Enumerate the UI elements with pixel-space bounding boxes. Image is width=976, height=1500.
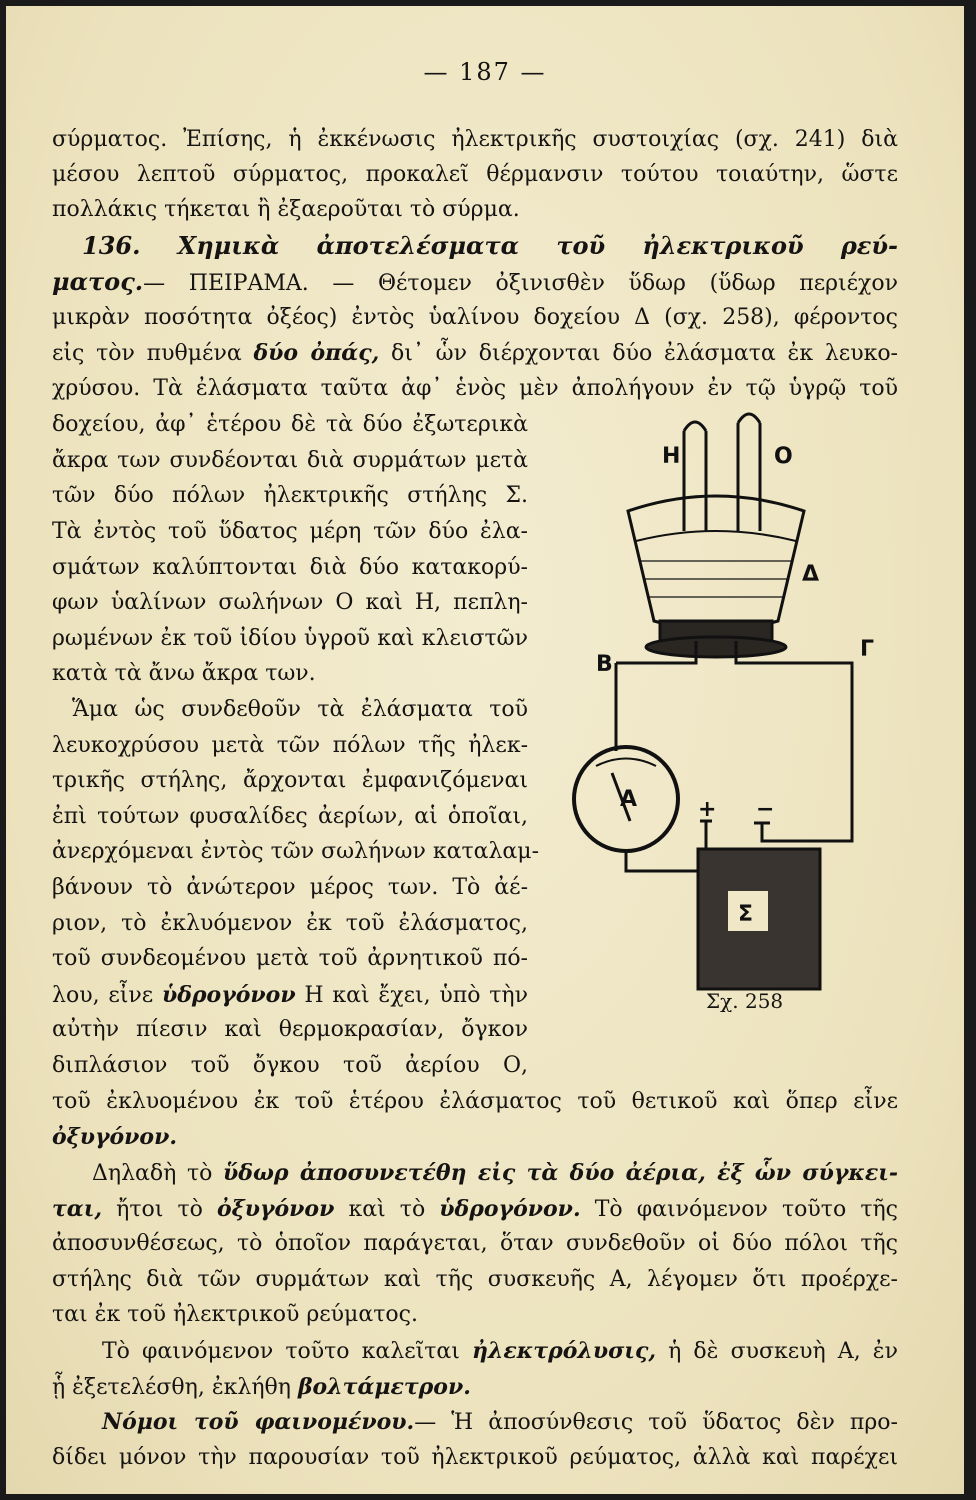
emphasis-oxygen: ὀξυγόνον. bbox=[52, 1124, 178, 1150]
label-o: Ο bbox=[774, 444, 793, 469]
label-b: Β bbox=[596, 652, 613, 677]
text-line: μέσου λεπτοῦ σύρματος, προκαλεῖ θέρμανσιν τούτου τοιαύτην, ὥστε bbox=[52, 162, 898, 187]
text-line: σύρματος. Ἐπίσης, ἡ ἐκκένωσις ἠλεκτρικῆς συστοιχίας (σχ. 241) διὰ bbox=[52, 127, 898, 152]
text-line: λευκοχρύσου μετὰ τῶν πόλων τῆς ἠλεκ- bbox=[52, 733, 528, 758]
text-line: ἀνερχόμεναι ἐντὸς τῶν σωλήνων καταλαμ- bbox=[52, 839, 539, 864]
tube-h bbox=[684, 422, 706, 531]
emphasis-electrolysis: ἠλεκτρόλυσις, bbox=[472, 1338, 657, 1364]
text-span: εἰς τὸν πυθμένα bbox=[52, 341, 254, 366]
text-line bbox=[52, 1373, 898, 1402]
text-line: κατὰ τὰ ἄνω ἄκρα των. bbox=[52, 661, 316, 686]
text-span: Τὸ φαινόμενον τοῦτο καλεῖται bbox=[102, 1339, 472, 1364]
terminal-plus: + bbox=[698, 797, 717, 822]
label-h: Η bbox=[662, 444, 681, 469]
text-line: πολλάκις τήκεται ἢ ἐξαεροῦται τὸ σύρμα. bbox=[52, 197, 520, 222]
experiment-intro: — ΠΕΙΡΑΜΑ. — Θέτομεν ὀξινισθὲν ὕδωρ (ὕδωρ περιέχον bbox=[143, 271, 898, 296]
text-line bbox=[52, 1195, 898, 1224]
text-span: Τὸ φαινόμενον τοῦτο τῆς bbox=[580, 1197, 898, 1222]
text-line: τῶν δύο πόλων ἠλεκτρικῆς στήλης Σ. bbox=[52, 483, 528, 508]
label-s: Σ bbox=[738, 902, 754, 927]
text-line: αὐτὴν πίεσιν καὶ θερμοκρασίαν, ὄγκον bbox=[52, 1017, 528, 1042]
text-line: ρωμένων ἐκ τοῦ ἰδίου ὑγροῦ καὶ κλειστῶν bbox=[52, 626, 528, 651]
text-line: ριον, τὸ ἐκλυόμενον ἐκ τοῦ ἐλάσματος, bbox=[52, 911, 528, 936]
voltameter-figure bbox=[556, 401, 896, 1021]
text-line: φων ὑαλίνων σωλήνων Ο καὶ Η, πεπλη- bbox=[52, 590, 528, 615]
text-line: σμάτων καλύπτονται διὰ δύο κατακορύ- bbox=[52, 555, 528, 580]
text-span: Δηλαδὴ τὸ bbox=[92, 1161, 224, 1186]
text-line: ἄκρα των συνδέονται διὰ συρμάτων μετὰ bbox=[52, 448, 528, 473]
text-line: ἐπὶ τούτων φυσαλίδες ἀερίων, αἱ ὁποῖαι, bbox=[52, 804, 528, 829]
text-span: Η καὶ ἔχει, ὑπὸ τὴν bbox=[295, 983, 528, 1008]
text-line: δοχείου, ἀφ᾽ ἑτέρου δὲ τὰ δύο ἐξωτερικὰ bbox=[52, 412, 528, 437]
text-line bbox=[92, 1159, 898, 1188]
vessel-outline bbox=[628, 496, 804, 630]
page-number: — 187 — bbox=[423, 58, 547, 86]
text-line: ἀποσυνθέσεως, τὸ ὁποῖον παράγεται, ὅταν συνδεθοῦν οἱ δύο πόλοι τῆς bbox=[52, 1231, 898, 1256]
text-line: Ἅμα ὡς συνδεθοῦν τὰ ἐλάσματα τοῦ bbox=[72, 697, 528, 722]
emphasis-two-holes: δύο ὀπάς, bbox=[253, 340, 380, 366]
section-heading-end: ματος. bbox=[52, 267, 144, 296]
text-line bbox=[52, 981, 528, 1010]
subheading-laws: Νόμοι τοῦ φαινομένου. bbox=[102, 1409, 415, 1435]
tube-o bbox=[738, 414, 760, 531]
text-line: Τὰ ἐντὸς τοῦ ὕδατος μέρη τῶν δύο ἐλα- bbox=[52, 519, 528, 544]
emphasis-hydrogen: ὑδρογόνον bbox=[161, 982, 296, 1008]
terminal-minus: − bbox=[756, 797, 775, 822]
text-span: ᾗ ἐξετελέσθη, ἐκλήθη bbox=[52, 1375, 298, 1400]
emphasis-hydrogen-2: ὑδρογόνον. bbox=[439, 1196, 581, 1222]
text-line: χρύσου. Τὰ ἐλάσματα ταῦτα ἀφ᾽ ἑνὸς μὲν ἀπολήγουν ἐν τῷ ὑγρῷ τοῦ bbox=[52, 376, 898, 401]
text-line: τοῦ συνδεομένου μετὰ τοῦ ἀρνητικοῦ πό- bbox=[52, 946, 528, 971]
book-page bbox=[6, 6, 964, 1494]
section-heading: 136. Χημικὰ ἀποτελέσματα τοῦ ἠλεκτρικοῦ ρεύ- bbox=[82, 231, 898, 260]
text-line bbox=[52, 339, 898, 368]
text-line: τρικῆς στήλης, ἄρχονται ἐμφανιζόμεναι bbox=[52, 768, 528, 793]
emphasis-oxygen-2: ὀξυγόνον bbox=[216, 1196, 335, 1222]
text-span: — Ἡ ἀποσύνθεσις τοῦ ὕδατος δὲν προ- bbox=[414, 1410, 898, 1435]
figure-caption: Σχ. 258 bbox=[706, 989, 784, 1013]
emphasis-span: ται, bbox=[52, 1196, 103, 1222]
label-g: Γ bbox=[860, 637, 875, 662]
text-span: καὶ τὸ bbox=[334, 1197, 440, 1222]
text-line: δίδει μόνον τὴν παρουσίαν τοῦ ἠλεκτρικοῦ ρεύματος, ἀλλὰ καὶ παρέχει bbox=[52, 1445, 898, 1470]
text-line: μικρὰν ποσότητα ὀξέος) ἐντὸς ὑαλίνου δοχείου Δ (σχ. 258), φέροντος bbox=[52, 305, 898, 330]
text-span: ἡ δὲ συσκευὴ Α, ἐν bbox=[656, 1339, 898, 1364]
emphasis-decomposition: ὕδωρ ἀποσυνετέθη εἰς τὰ δύο ἀέρια, ἐξ ὧν σύγκει- bbox=[223, 1160, 898, 1186]
text-span: ἤτοι τὸ bbox=[102, 1197, 217, 1222]
text-line: διπλάσιον τοῦ ὄγκου τοῦ ἀερίου Ο, bbox=[52, 1053, 528, 1078]
emphasis-voltameter: βολτάμετρον. bbox=[297, 1374, 471, 1400]
text-line bbox=[52, 268, 898, 298]
text-line: στήλης διὰ τῶν συρμάτων καὶ τῆς συσκευῆς Α, λέγομεν ὅτι προέρχε- bbox=[52, 1267, 898, 1292]
label-a: A bbox=[620, 787, 638, 812]
text-line bbox=[102, 1337, 898, 1366]
text-line: βάνουν τὸ ἀνώτερον μέρος των. Τὸ ἀέ- bbox=[52, 875, 528, 900]
text-span: δι᾽ ὧν διέρχονται δύο ἐλάσματα ἐκ λευκο- bbox=[379, 341, 898, 366]
text-line: τοῦ ἐκλυομένου ἐκ τοῦ ἑτέρου ἐλάσματος τοῦ θετικοῦ καὶ ὅπερ εἶνε bbox=[52, 1089, 898, 1114]
text-line bbox=[102, 1408, 898, 1437]
label-d: Δ bbox=[802, 562, 820, 587]
text-line: ται ἐκ τοῦ ἠλεκτρικοῦ ρεύματος. bbox=[52, 1302, 418, 1327]
text-span: λου, εἶνε bbox=[52, 983, 162, 1008]
